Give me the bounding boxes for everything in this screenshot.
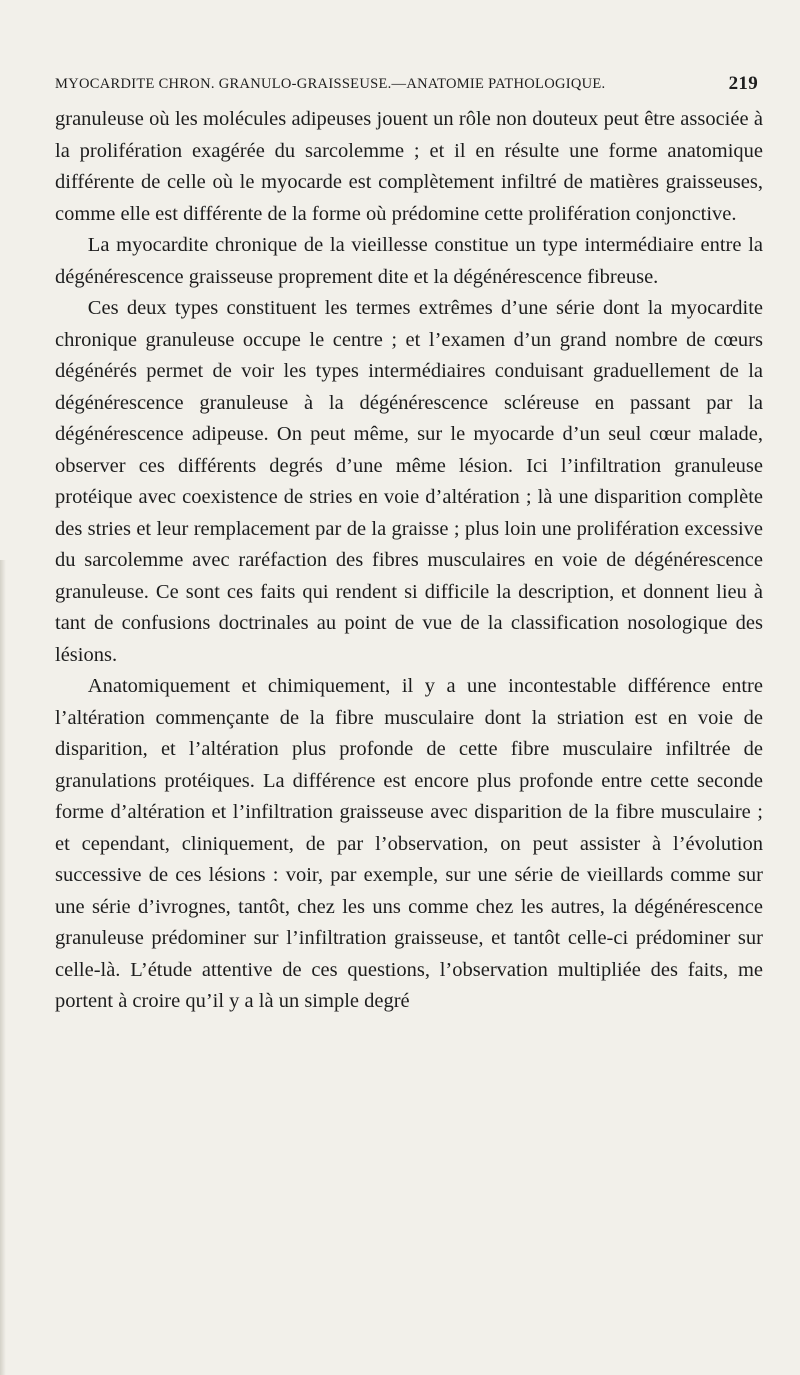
paragraph-3: Ces deux types constituent les termes extrêmes d’une série dont la myocardite chronique granuleuse occupe le centre ; et l’examen d’un grand nombre de cœurs dégénérés permet de voir les types intermédiaires conduisant graduellement de la dégénérescence granuleuse à la dégénérescence scléreuse en passant par la dégénérescence adipeuse. On peut même, sur le myocarde d’un seul cœur malade, observer ces différents degrés d’une même lésion. Ici l’infiltration granuleuse protéique avec coexistence de stries en voie d’altération ; là une disparition complète des stries et leur remplacement par de la graisse ; plus loin une prolifération excessive du sarcolemme avec raréfaction des fibres musculaires en voie de dégénérescence granuleuse. Ce sont ces faits qui rendent si difficile la description, et donnent lieu à tant de confusions doctrinales au point de vue de la classification nosologique des lésions. — [55, 297, 763, 666]
paragraph-1: granuleuse où les molécules adipeuses jouent un rôle non douteux peut être associée à la prolifération exagérée du sarcolemme ; et il en résulte une forme anatomique différente de celle où le myocarde est complètement infiltré de matières graisseuses, comme elle est différente de la forme où prédomine cette prolifération conjonctive. — [55, 108, 763, 225]
running-header — [55, 73, 758, 100]
page-gutter-shadow — [0, 560, 6, 1375]
body-text — [55, 104, 763, 1018]
paragraph-2: La myocardite chronique de la vieillesse constitue un type intermédiaire entre la dégénérescence graisseuse proprement dite et la dégénérescence fibreuse. — [55, 234, 763, 288]
paragraph-4: Anatomiquement et chimiquement, il y a une incontestable différence entre l’altération commençante de la fibre musculaire dont la striation est en voie de disparition, et l’altération plus profonde de cette fibre musculaire infiltrée de granulations protéiques. La différence est encore plus profonde entre cette seconde forme d’altération et l’infiltration graisseuse avec disparition de la fibre musculaire ; et cependant, cliniquement, de par l’observation, on peut assister à l’évolution successive de ces lésions : voir, par exemple, sur une série de vieillards comme sur une série d’ivrognes, tantôt, chez les uns comme chez les autres, la dégénérescence granuleuse prédominer sur l’infiltration graisseuse, et tantôt celle-ci prédominer sur celle-là. L’étude attentive de ces questions, l’observation multipliée des faits, me portent à croire qu’il y a là un simple degré — [55, 675, 763, 1012]
running-title: MYOCARDITE CHRON. GRANULO-GRAISSEUSE.—ANATOMIE PATHOLOGIQUE. — [55, 76, 606, 92]
page-number: 219 — [728, 73, 758, 94]
